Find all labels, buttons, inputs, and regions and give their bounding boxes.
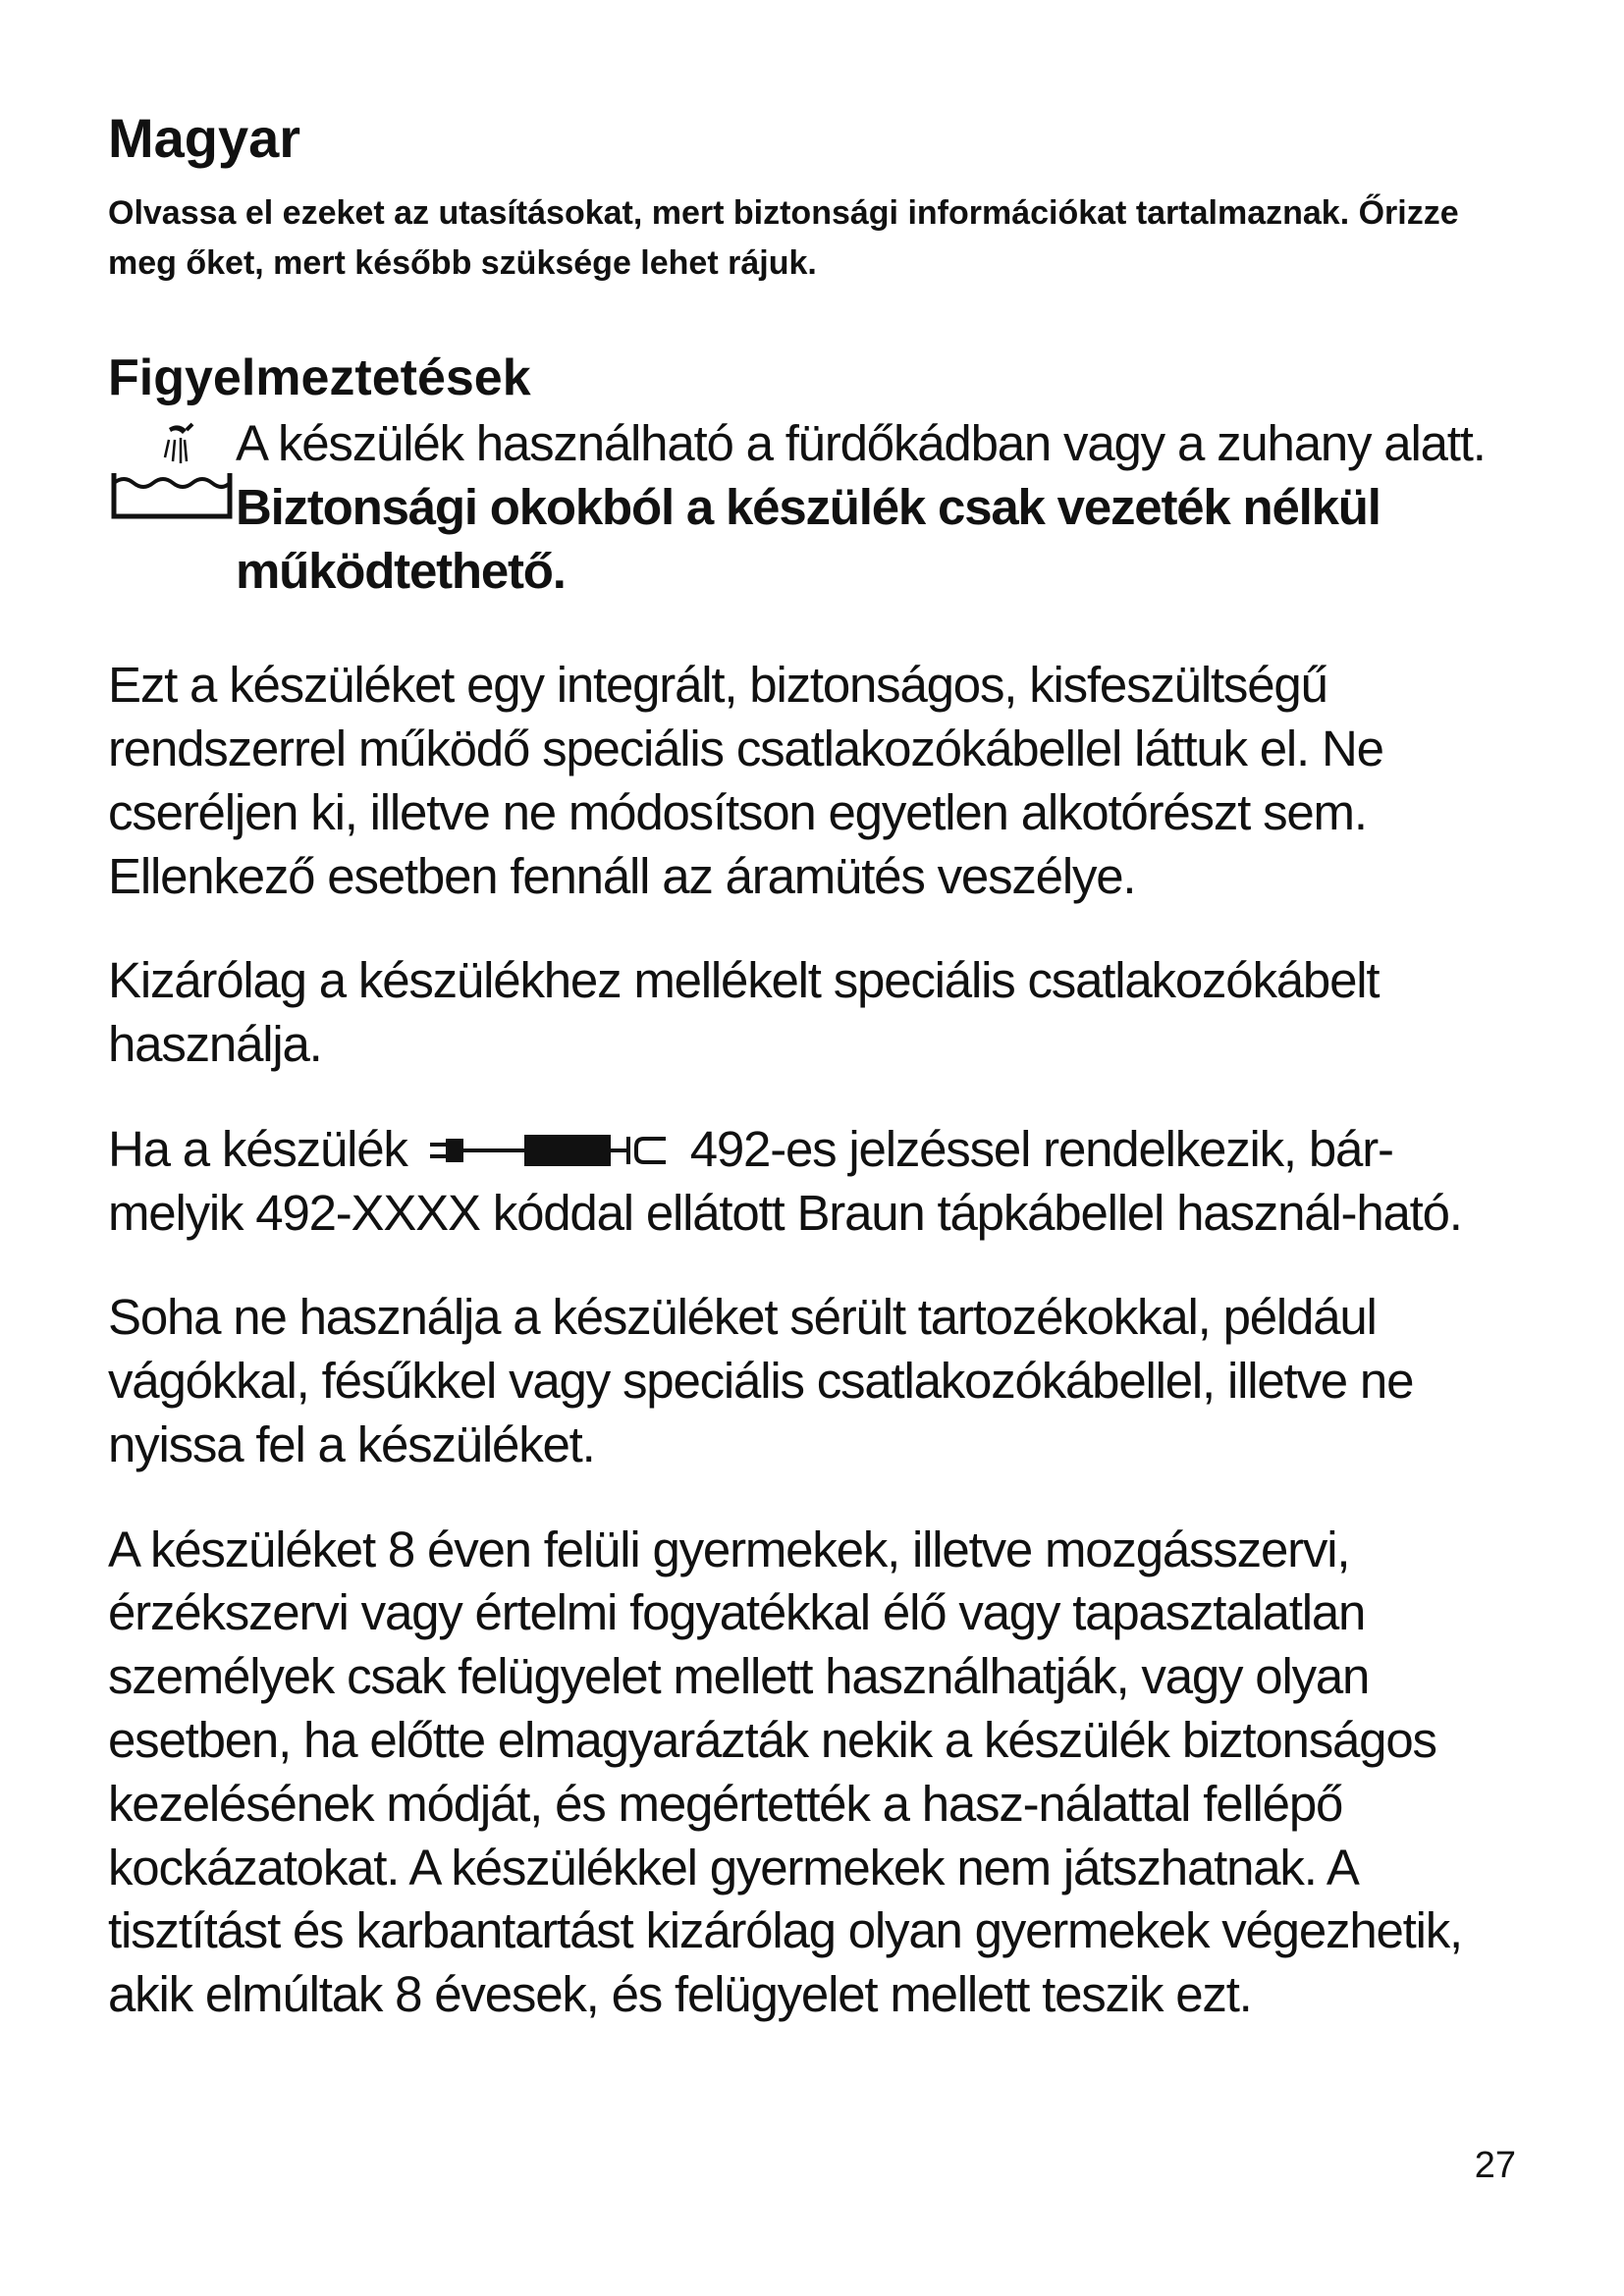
paragraph-492 xyxy=(108,1118,1522,1246)
manual-page xyxy=(108,108,1522,2027)
paragraph-492-after: 492-es jelzéssel rendelkezik, bár-melyik 492-XXXX kóddal ellátott Braun tápkábellel használ-ható. xyxy=(108,1120,1462,1241)
bath-warning xyxy=(108,412,1522,603)
warning-bold: Biztonsági okokból a készülék csak vezeték nélkül működtethető. xyxy=(236,478,1380,599)
power-cord-symbol xyxy=(426,1131,672,1170)
warning-normal: A készülék használható a fürdőkádban vagy a zuhany alatt. xyxy=(236,414,1486,471)
paragraph-damaged-accessories: Soha ne használja a készüléket sérült tartozékokkal, például vágókkal, fésűkkel vagy speciális csatlakozókábellel, illetve ne nyissa fel a készüléket. xyxy=(108,1289,1414,1472)
paragraph-children: A készüléket 8 éven felüli gyermekek, illetve mozgásszervi, érzékszervi vagy értelmi fogyatékkal élő vagy tapasztalatlan személyek csak felügyelet mellett használhatják, vagy olyan esetben, ha előtte elmagyarázták nekik a készülék biztonságos kezelésének módját, és megértették a hasz-nálattal fellépő kockázatokat. A készülékkel gyermekek nem játszhatnak. A tisztítást és karbantartást kizárólag olyan gyermekek végezhetik, akik elmúltak 8 évesek, és felügyelet mellett teszik ezt. xyxy=(108,1521,1463,2023)
paragraph-492-before: Ha a készülék xyxy=(108,1120,407,1177)
bathtub-shower-icon xyxy=(108,418,236,526)
paragraph-supplied-cable: Kizárólag a készülékhez mellékelt speciális csatlakozókábelt használja. xyxy=(108,952,1380,1073)
language-title: Magyar xyxy=(108,107,301,169)
page-number: 27 xyxy=(1474,2145,1516,2186)
section-title: Figyelmeztetések xyxy=(108,348,531,406)
paragraph-cable: Ezt a készüléket egy integrált, biztonságos, kisfeszültségű rendszerrel működő speciális csatlakozókábellel láttuk el. Ne cseréljen ki, illetve ne módosítson egyetlen alkotórészt sem. Ellenkező esetben fennáll az áramütés veszélye. xyxy=(108,657,1383,904)
intro-text: Olvassa el ezeket az utasításokat, mert biztonsági információkat tartalmaznak. Őrizze meg őket, mert később szüksége lehet rájuk. xyxy=(108,193,1459,282)
warning-text xyxy=(236,412,1522,603)
